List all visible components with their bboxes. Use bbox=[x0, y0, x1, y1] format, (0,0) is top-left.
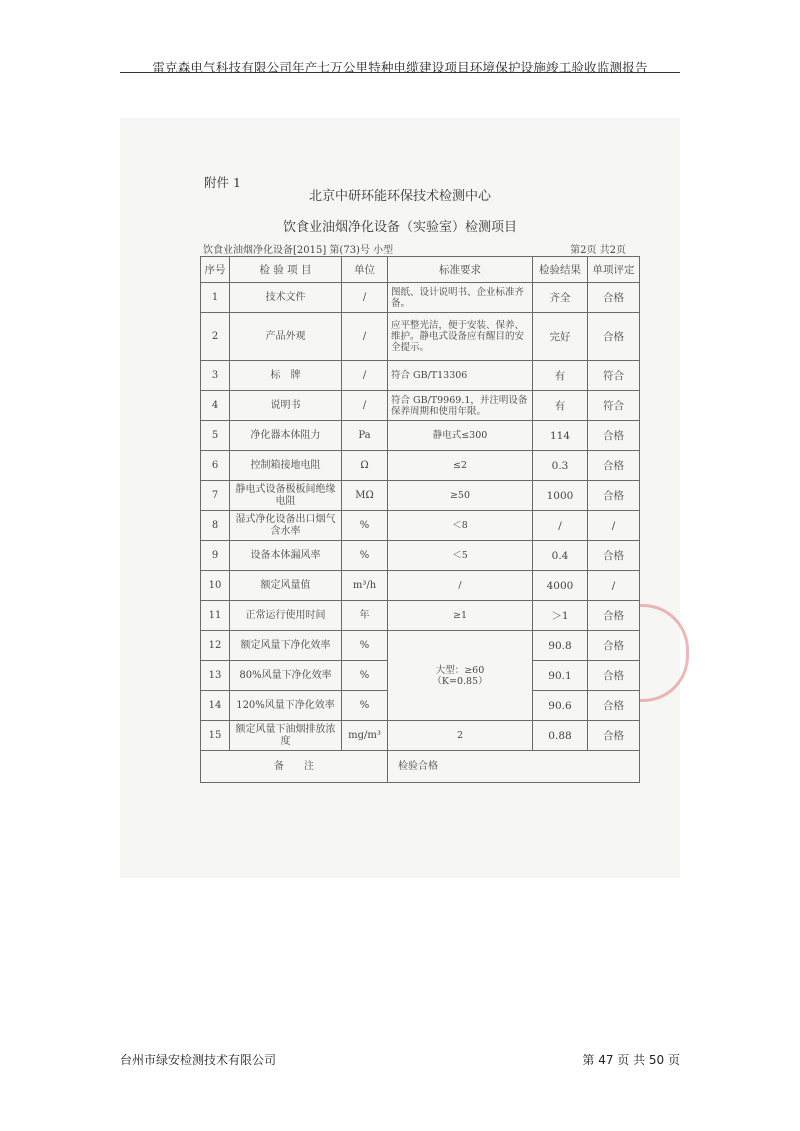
row-unit: % bbox=[342, 691, 388, 721]
row-standard: 应平整光洁，便于安装、保养、维护。静电式设备应有醒目的安全提示。 bbox=[388, 313, 533, 361]
row-verdict: 合格 bbox=[588, 421, 640, 451]
table-row bbox=[201, 361, 640, 391]
row-item: 湿式净化设备出口烟气含水率 bbox=[230, 511, 342, 541]
row-unit: 年 bbox=[342, 601, 388, 631]
red-seal-stamp bbox=[640, 604, 689, 702]
row-unit: / bbox=[342, 283, 388, 313]
footer-page-number: 第 47 页 共 50 页 bbox=[582, 1053, 680, 1067]
row-standard: 符合 GB/T9969.1，并注明设备保养周期和使用年限。 bbox=[388, 391, 533, 421]
row-standard: 符合 GB/T13306 bbox=[388, 361, 533, 391]
table-row bbox=[201, 511, 640, 541]
row-item: 产品外观 bbox=[230, 313, 342, 361]
row-result: 114 bbox=[533, 421, 588, 451]
col-header-result: 检验结果 bbox=[533, 257, 588, 283]
row-number: 3 bbox=[201, 361, 230, 391]
row-verdict: 合格 bbox=[588, 481, 640, 511]
row-item: 额定风量下油烟排放浓度 bbox=[230, 721, 342, 751]
header-rule bbox=[120, 72, 680, 73]
row-unit: Ω bbox=[342, 451, 388, 481]
row-result: 0.4 bbox=[533, 541, 588, 571]
remarks-label: 备 注 bbox=[201, 751, 388, 783]
row-number: 8 bbox=[201, 511, 230, 541]
row-number: 14 bbox=[201, 691, 230, 721]
row-result: 齐全 bbox=[533, 283, 588, 313]
row-verdict: 合格 bbox=[588, 691, 640, 721]
row-number: 10 bbox=[201, 571, 230, 601]
row-standard: ≥1 bbox=[388, 601, 533, 631]
row-unit: / bbox=[342, 313, 388, 361]
row-item: 净化器本体阻力 bbox=[230, 421, 342, 451]
row-result: 4000 bbox=[533, 571, 588, 601]
row-result: 90.6 bbox=[533, 691, 588, 721]
row-number: 6 bbox=[201, 451, 230, 481]
row-result: 90.8 bbox=[533, 631, 588, 661]
row-item: 80%风量下净化效率 bbox=[230, 661, 342, 691]
row-result: 1000 bbox=[533, 481, 588, 511]
table-row bbox=[201, 631, 640, 661]
row-item: 技术文件 bbox=[230, 283, 342, 313]
row-number: 12 bbox=[201, 631, 230, 661]
row-item: 说明书 bbox=[230, 391, 342, 421]
table-row bbox=[201, 451, 640, 481]
row-item: 额定风量下净化效率 bbox=[230, 631, 342, 661]
page-indicator: 第2页 共2页 bbox=[570, 245, 626, 256]
row-item: 静电式设备极板间绝缘电阻 bbox=[230, 481, 342, 511]
row-verdict: 合格 bbox=[588, 313, 640, 361]
row-verdict: 合格 bbox=[588, 721, 640, 751]
row-standard: ＜8 bbox=[388, 511, 533, 541]
row-verdict: / bbox=[588, 511, 640, 541]
row-result: 完好 bbox=[533, 313, 588, 361]
merged-standard-line2: （K=0.85） bbox=[432, 675, 488, 687]
row-item: 控制箱接地电阻 bbox=[230, 451, 342, 481]
page-header: 雷克森电气科技有限公司年产七万公里特种电缆建设项目环境保护设施竣工验收监测报告 bbox=[152, 60, 648, 75]
table-row bbox=[201, 313, 640, 361]
document-subtitle: 饮食业油烟净化设备（实验室）检测项目 bbox=[282, 220, 517, 235]
row-number: 4 bbox=[201, 391, 230, 421]
row-standard: / bbox=[388, 571, 533, 601]
row-standard: ≥50 bbox=[388, 481, 533, 511]
table-row bbox=[201, 391, 640, 421]
row-result: / bbox=[533, 511, 588, 541]
row-verdict: 符合 bbox=[588, 391, 640, 421]
row-item: 额定风量值 bbox=[230, 571, 342, 601]
row-unit: % bbox=[342, 661, 388, 691]
row-unit: / bbox=[342, 391, 388, 421]
row-number: 13 bbox=[201, 661, 230, 691]
table-row bbox=[201, 721, 640, 751]
organization-title: 北京中研环能环保技术检测中心 bbox=[308, 189, 491, 204]
row-standard: 2 bbox=[388, 721, 533, 751]
row-result: 0.88 bbox=[533, 721, 588, 751]
col-header-no: 序号 bbox=[201, 257, 230, 283]
row-number: 9 bbox=[201, 541, 230, 571]
table-row bbox=[201, 481, 640, 511]
row-unit: Pa bbox=[342, 421, 388, 451]
row-item: 正常运行使用时间 bbox=[230, 601, 342, 631]
row-standard: 静电式≤300 bbox=[388, 421, 533, 451]
table-row bbox=[201, 421, 640, 451]
row-verdict: 合格 bbox=[588, 601, 640, 631]
table-row bbox=[201, 571, 640, 601]
row-number: 11 bbox=[201, 601, 230, 631]
row-number: 15 bbox=[201, 721, 230, 751]
row-number: 2 bbox=[201, 313, 230, 361]
col-header-standard: 标准要求 bbox=[388, 257, 533, 283]
row-result: ＞1 bbox=[533, 601, 588, 631]
row-number: 1 bbox=[201, 283, 230, 313]
row-verdict: 合格 bbox=[588, 661, 640, 691]
remarks-row bbox=[201, 751, 640, 783]
row-unit: % bbox=[342, 511, 388, 541]
table-row bbox=[201, 283, 640, 313]
row-verdict: 合格 bbox=[588, 541, 640, 571]
row-item: 120%风量下净化效率 bbox=[230, 691, 342, 721]
row-result: 0.3 bbox=[533, 451, 588, 481]
table-row bbox=[201, 601, 640, 631]
annex-label: 附件 1 bbox=[204, 175, 241, 190]
row-standard: 图纸、设计说明书、企业标准齐备。 bbox=[388, 283, 533, 313]
row-standard: ＜5 bbox=[388, 541, 533, 571]
row-unit: m³/h bbox=[342, 571, 388, 601]
row-verdict: 合格 bbox=[588, 283, 640, 313]
remarks-value: 检验合格 bbox=[388, 751, 640, 783]
row-result: 有 bbox=[533, 391, 588, 421]
merged-efficiency-standard bbox=[388, 631, 533, 721]
col-header-unit: 单位 bbox=[342, 257, 388, 283]
row-verdict: 符合 bbox=[588, 361, 640, 391]
row-item: 标 牌 bbox=[230, 361, 342, 391]
row-unit: % bbox=[342, 631, 388, 661]
inspection-table bbox=[200, 256, 640, 783]
table-row bbox=[201, 541, 640, 571]
row-verdict: 合格 bbox=[588, 451, 640, 481]
col-header-verdict: 单项评定 bbox=[588, 257, 640, 283]
row-verdict: / bbox=[588, 571, 640, 601]
footer-company: 台州市绿安检测技术有限公司 bbox=[120, 1053, 277, 1067]
row-unit: MΩ bbox=[342, 481, 388, 511]
row-verdict: 合格 bbox=[588, 631, 640, 661]
row-result: 有 bbox=[533, 361, 588, 391]
row-standard: ≤2 bbox=[388, 451, 533, 481]
row-unit: % bbox=[342, 541, 388, 571]
col-header-item: 检 验 项 目 bbox=[230, 257, 342, 283]
row-result: 90.1 bbox=[533, 661, 588, 691]
row-number: 5 bbox=[201, 421, 230, 451]
row-unit: mg/m³ bbox=[342, 721, 388, 751]
report-number: 饮食业油烟净化设备[2015] 第(73)号 小型 bbox=[203, 245, 394, 256]
merged-standard-line1: 大型：≥60 bbox=[435, 664, 485, 676]
row-number: 7 bbox=[201, 481, 230, 511]
table-header-row bbox=[201, 257, 640, 283]
row-unit: / bbox=[342, 361, 388, 391]
row-item: 设备本体漏风率 bbox=[230, 541, 342, 571]
